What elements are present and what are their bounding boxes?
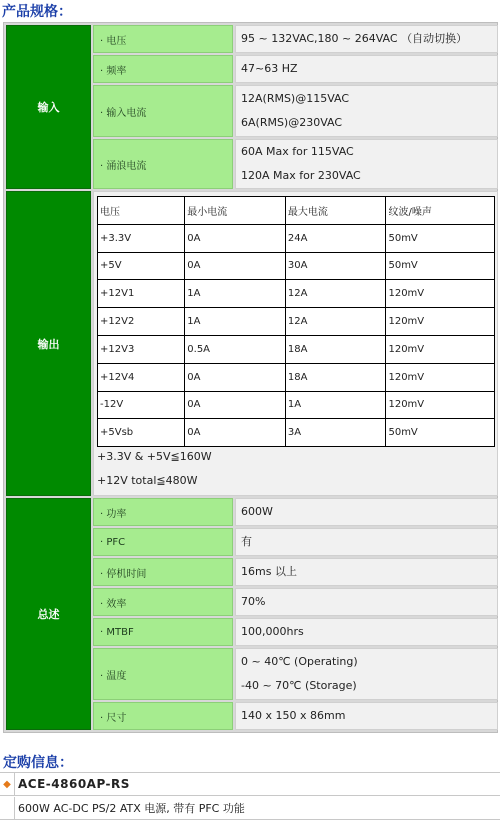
row-value: 140 x 150 x 86mm <box>235 702 498 730</box>
table-cell: 0A <box>185 419 286 447</box>
table-cell: 0A <box>185 224 286 252</box>
table-cell: 0.5A <box>185 335 286 363</box>
row-label: · 停机时间 <box>93 558 233 586</box>
table-header: 纹波/噪声 <box>386 197 495 225</box>
output-note: +3.3V & +5V≦160W <box>97 450 212 463</box>
table-cell: 120mV <box>386 363 495 391</box>
table-header: 最小电流 <box>185 197 286 225</box>
table-cell: 12A <box>285 308 386 336</box>
spec-title: 产品规格： <box>2 4 72 20</box>
section-input-label: 输入 <box>6 25 91 189</box>
row-label: · 输入电流 <box>93 85 233 137</box>
table-row <box>98 224 495 252</box>
row-value: 47~63 HZ <box>235 55 498 83</box>
order-row-model <box>0 773 500 796</box>
table-cell: 24A <box>285 224 386 252</box>
table-cell: 0A <box>185 391 286 419</box>
row-label: · 功率 <box>93 498 233 526</box>
table-cell: 3A <box>285 419 386 447</box>
row-value: 有 <box>235 528 498 556</box>
table-cell: 18A <box>285 335 386 363</box>
row-label: · 温度 <box>93 648 233 700</box>
table-row <box>98 391 495 419</box>
table-header-row <box>98 197 495 225</box>
table-cell: 120mV <box>386 391 495 419</box>
general-row-mtbf <box>93 618 498 646</box>
general-row-pfc <box>93 528 498 556</box>
order-title: 定购信息： <box>3 755 73 771</box>
table-row <box>98 252 495 280</box>
table-cell: +3.3V <box>98 224 185 252</box>
table-cell: 50mV <box>386 224 495 252</box>
table-cell: +12V3 <box>98 335 185 363</box>
table-cell: 0A <box>185 363 286 391</box>
table-cell: +12V1 <box>98 280 185 308</box>
table-cell: 120mV <box>386 280 495 308</box>
table-row <box>98 363 495 391</box>
row-label: · 效率 <box>93 588 233 616</box>
general-row-efficiency <box>93 588 498 616</box>
order-spacer <box>0 797 15 819</box>
row-label: · MTBF <box>93 618 233 646</box>
table-cell: 50mV <box>386 419 495 447</box>
table-cell: -12V <box>98 391 185 419</box>
order-model: ACE-4860AP-RS <box>18 777 130 791</box>
row-value: 100,000hrs <box>235 618 498 646</box>
table-row <box>98 308 495 336</box>
table-cell: 12A <box>285 280 386 308</box>
row-value: 600W <box>235 498 498 526</box>
row-value: 95 ~ 132VAC,180 ~ 264VAC （自动切换） <box>235 25 498 53</box>
general-row-power <box>93 498 498 526</box>
table-cell: 1A <box>185 308 286 336</box>
table-cell: +12V2 <box>98 308 185 336</box>
table-row <box>98 419 495 447</box>
table-cell: 30A <box>285 252 386 280</box>
row-value: 0 ~ 40℃ (Operating) -40 ~ 70℃ (Storage) <box>235 648 498 700</box>
section-output-label: 输出 <box>6 191 91 496</box>
table-cell: 120mV <box>386 308 495 336</box>
row-label: · 尺寸 <box>93 702 233 730</box>
output-table <box>97 196 495 447</box>
output-note: +12V total≦480W <box>97 474 198 487</box>
table-cell: +5V <box>98 252 185 280</box>
order-description: 600W AC-DC PS/2 ATX 电源, 带有 PFC 功能 <box>18 802 245 815</box>
table-cell: 50mV <box>386 252 495 280</box>
row-value: 70% <box>235 588 498 616</box>
table-row <box>98 335 495 363</box>
table-cell: +5Vsb <box>98 419 185 447</box>
row-value: 16ms 以上 <box>235 558 498 586</box>
general-row-holdup <box>93 558 498 586</box>
input-row-frequency <box>93 55 498 83</box>
general-row-temperature <box>93 648 498 700</box>
row-value: 12A(RMS)@115VAC 6A(RMS)@230VAC <box>235 85 498 137</box>
row-label: · 电压 <box>93 25 233 53</box>
table-cell: 1A <box>185 280 286 308</box>
row-label: · 涌浪电流 <box>93 139 233 189</box>
table-cell: 120mV <box>386 335 495 363</box>
row-label: · PFC <box>93 528 233 556</box>
table-cell: 18A <box>285 363 386 391</box>
spec-table <box>3 22 498 733</box>
input-row-inrush <box>93 139 498 189</box>
row-value: 60A Max for 115VAC 120A Max for 230VAC <box>235 139 498 189</box>
table-header: 最大电流 <box>285 197 386 225</box>
table-cell: 0A <box>185 252 286 280</box>
table-cell: +12V4 <box>98 363 185 391</box>
section-general-label: 总述 <box>6 498 91 730</box>
order-row-description <box>0 797 500 820</box>
diamond-bullet-icon: ◆ <box>0 773 15 795</box>
row-label: · 频率 <box>93 55 233 83</box>
table-row <box>98 280 495 308</box>
input-row-voltage <box>93 25 498 53</box>
table-header: 电压 <box>98 197 185 225</box>
table-cell: 1A <box>285 391 386 419</box>
order-table <box>0 772 500 827</box>
general-row-dimensions <box>93 702 498 730</box>
input-row-current <box>93 85 498 137</box>
output-panel <box>93 191 498 496</box>
